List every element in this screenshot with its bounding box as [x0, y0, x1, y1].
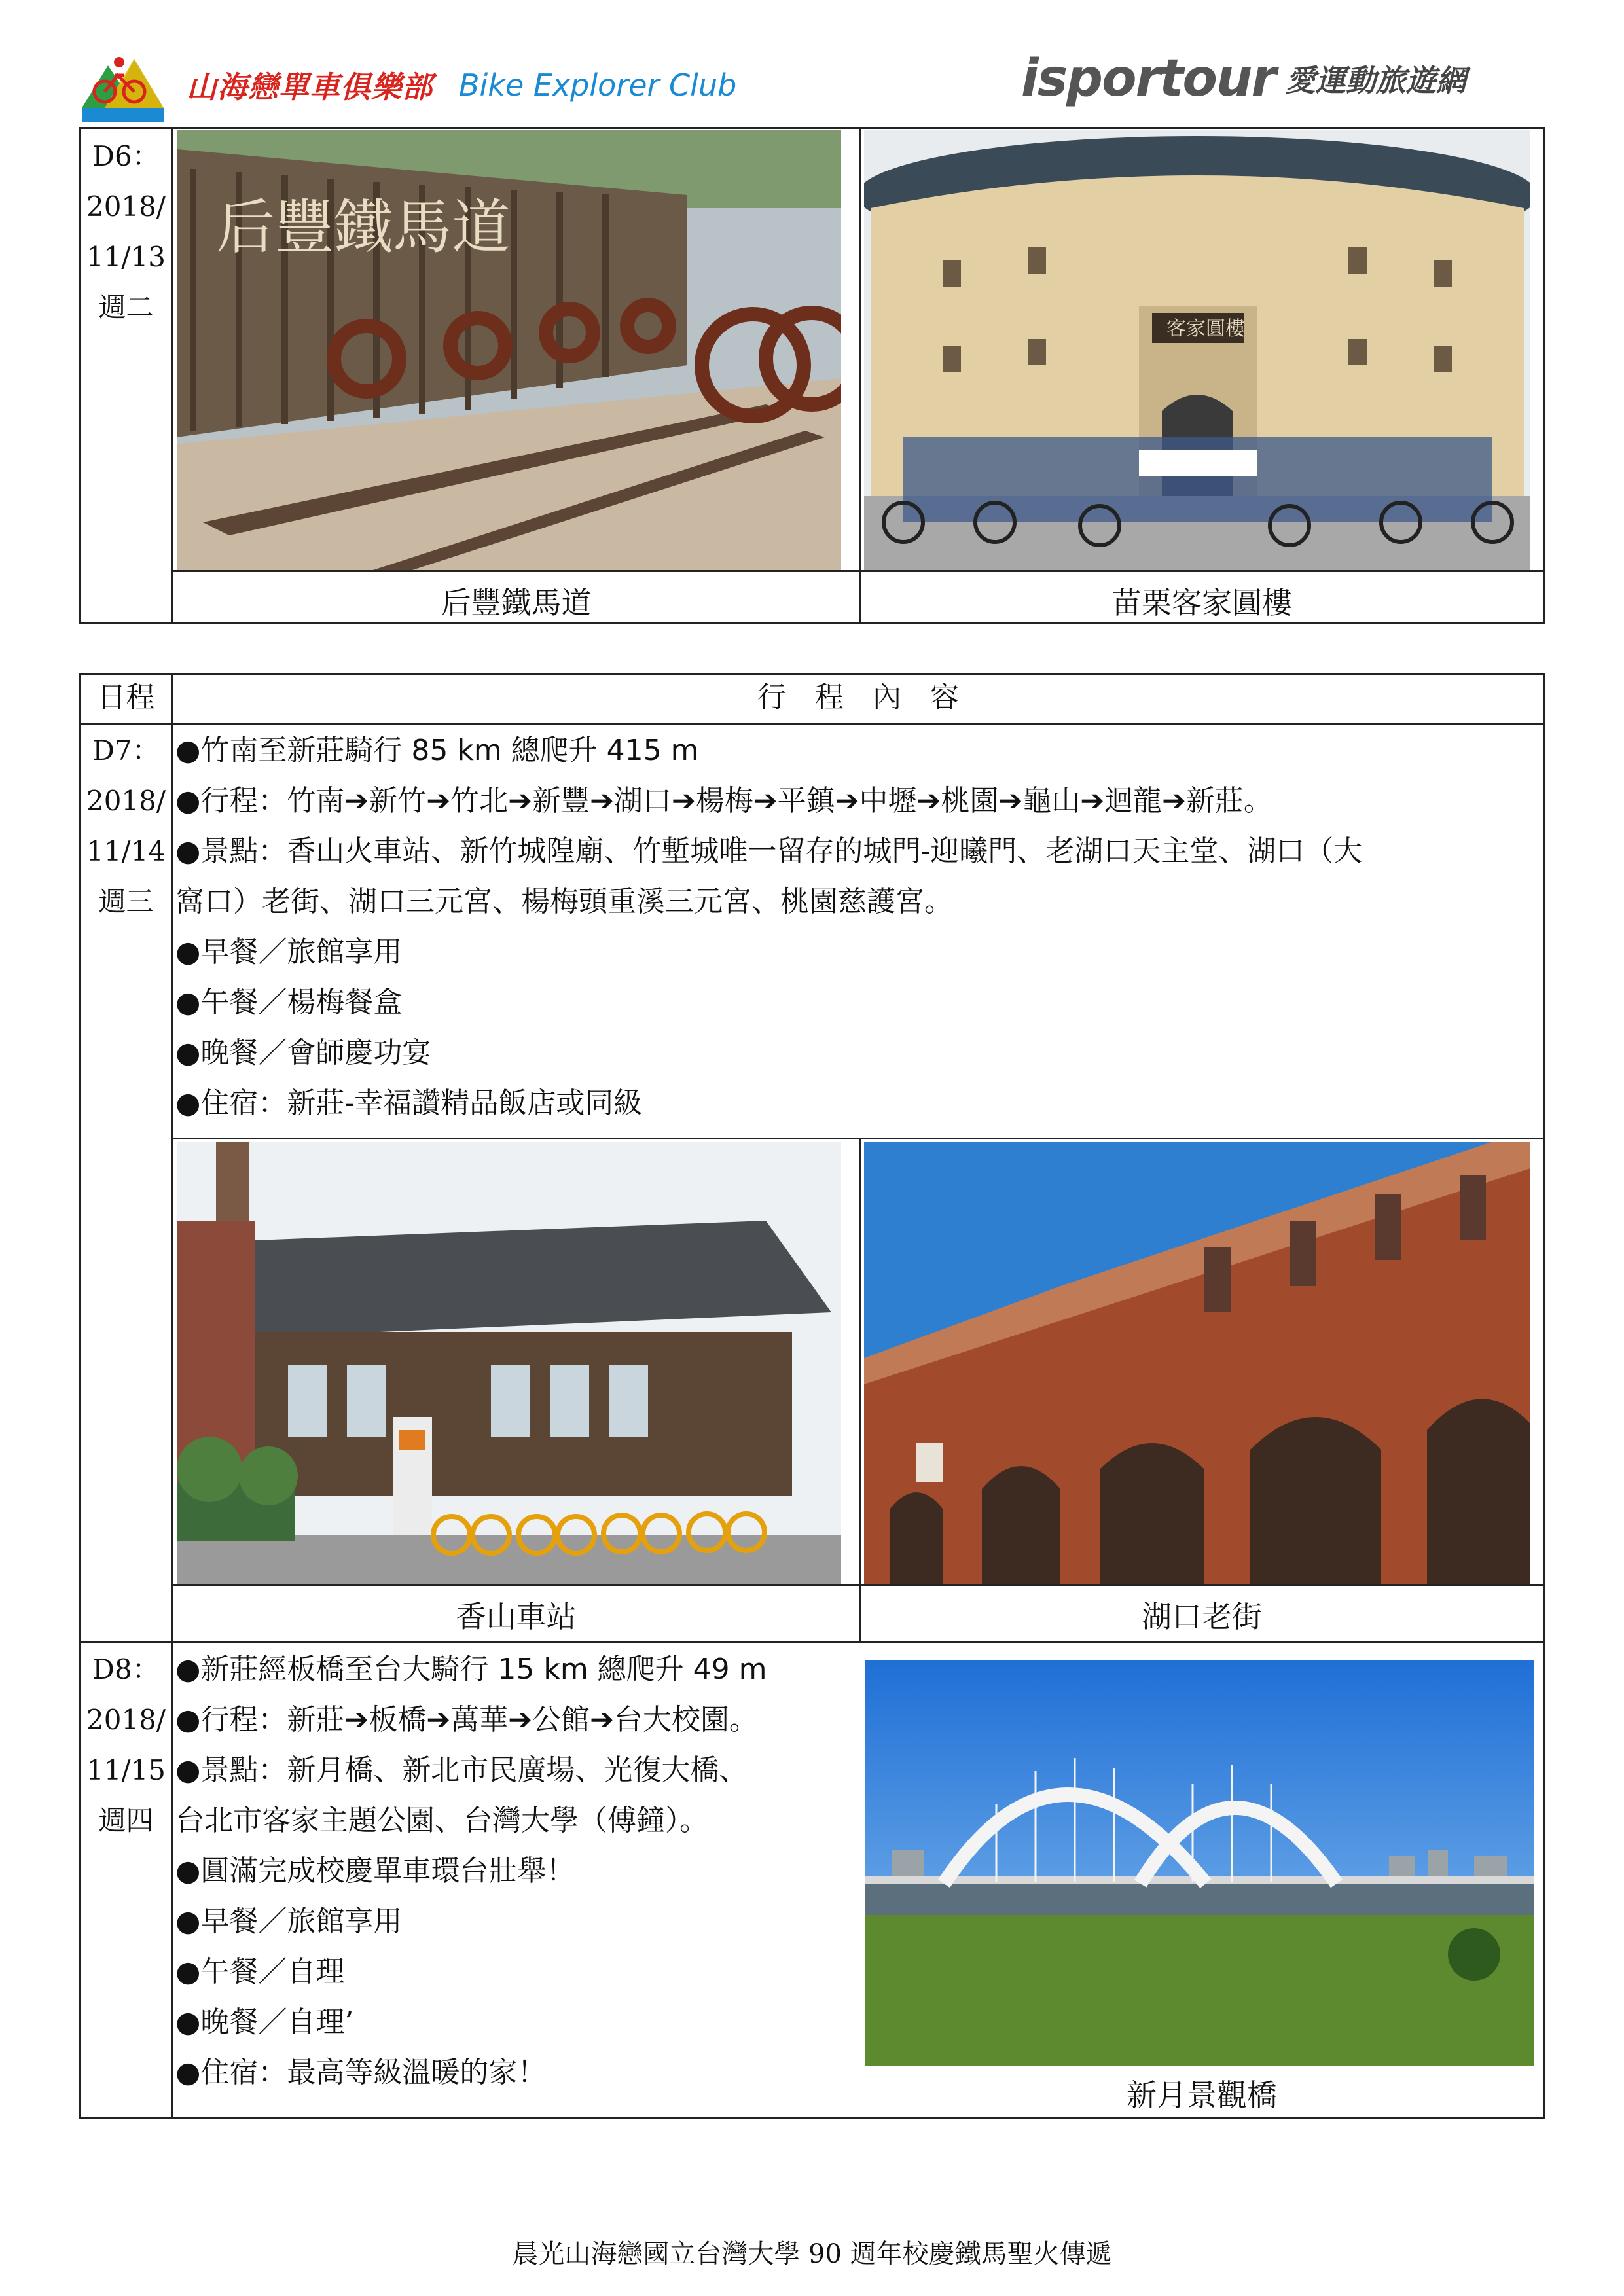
d6-photo-divider	[859, 127, 861, 624]
d8-itinerary	[175, 1644, 856, 2098]
partner-logo-cn: 愛運動旅遊網	[1285, 63, 1466, 98]
houfeng-caption: 后豐鐵馬道	[441, 585, 592, 620]
houfeng-bike-path-photo	[177, 130, 841, 570]
d7-day: D7：	[92, 734, 160, 766]
hakka-round-house-photo	[864, 130, 1530, 570]
d8-line-lodging: ●住宿：最高等級溫暖的家！	[175, 2056, 547, 2089]
d7-day-cell	[81, 725, 171, 927]
club-mountain-bike-logo	[79, 46, 167, 124]
d8-line-lunch: ●午餐／自理	[175, 1955, 345, 1988]
d7-year: 2018/	[86, 785, 166, 817]
d6-col-divider	[171, 127, 173, 624]
partner-logo-word: isportour	[1021, 49, 1275, 108]
club-name-en: Bike Explorer Club	[459, 67, 737, 103]
d7-weekday: 週三	[98, 886, 154, 918]
partner-logo	[1021, 39, 1466, 118]
d8-day: D8：	[92, 1653, 160, 1685]
xiangshan-caption: 香山車站	[456, 1599, 577, 1634]
d6-weekday: 週二	[98, 291, 154, 323]
d6-caption-divider	[171, 570, 1545, 572]
d8-weekday: 週四	[98, 1804, 154, 1837]
d6-date: 11/13	[86, 241, 166, 273]
d8-line-distance: ●新莊經板橋至台大騎行 15 km 總爬升 49 m	[175, 1653, 767, 1686]
d7-photo-top-divider	[171, 1138, 1545, 1139]
d8-day-cell	[81, 1644, 171, 1846]
d7-line-breakfast: ●早餐／旅館享用	[175, 935, 403, 969]
d8-line-breakfast: ●早餐／旅館享用	[175, 1905, 403, 1938]
crescent-bridge-caption: 新月景觀橋	[1127, 2077, 1277, 2113]
round-house-sign-text: 客家圓樓	[1166, 317, 1245, 340]
schedule-col1-header: 日程	[97, 681, 155, 714]
d7-line-sights-cont: 窩口）老街、湖口三元宮、楊梅頭重溪三元宮、桃園慈護宮。	[175, 885, 953, 918]
d7-line-sights: ●景點：香山火車站、新竹城隍廟、竹塹城唯一留存的城門-迎曦門、老湖口天主堂、湖口（大	[175, 834, 1363, 868]
xiangshan-station-photo	[177, 1142, 841, 1584]
schedule-header-divider	[79, 723, 1545, 725]
schedule-col2-header: 行 程 內 容	[757, 681, 959, 714]
d7-line-lodging: ●住宿：新莊-幸福讚精品飯店或同級	[175, 1086, 643, 1120]
d7-line-route: ●行程：竹南➔新竹➔竹北➔新豐➔湖口➔楊梅➔平鎮➔中壢➔桃園➔龜山➔迴龍➔新莊。	[175, 784, 1272, 817]
hukou-caption: 湖口老街	[1142, 1599, 1262, 1634]
d7-line-distance: ●竹南至新莊騎行 85 km 總爬升 415 m	[175, 734, 699, 767]
crescent-bridge-photo	[865, 1660, 1534, 2066]
d8-line-dinner: ●晚餐／自理’	[175, 2005, 354, 2039]
d8-year: 2018/	[86, 1704, 166, 1736]
d8-line-route: ●行程：新莊➔板橋➔萬華➔公館➔台大校園。	[175, 1703, 758, 1736]
d7-line-dinner: ●晚餐／會師慶功宴	[175, 1036, 431, 1069]
d7-line-lunch: ●午餐／楊梅餐盒	[175, 986, 403, 1019]
schedule-col-divider	[171, 673, 173, 2119]
d8-line-sights-cont: 台北市客家主題公園、台灣大學（傅鐘）。	[175, 1804, 708, 1837]
club-header	[79, 46, 736, 124]
d6-year: 2018/	[86, 190, 166, 223]
d8-line-finale: ●圓滿完成校慶單車環台壯舉！	[175, 1854, 575, 1888]
d6-day: D6：	[92, 140, 160, 172]
d7-d8-divider	[79, 1641, 1545, 1643]
d7-date: 11/14	[86, 835, 166, 867]
club-name-cn: 山海戀單車俱樂部	[187, 69, 433, 105]
hukou-old-street-photo	[864, 1142, 1530, 1584]
page-footer: 晨光山海戀國立台灣大學 90 週年校慶鐵馬聖火傳遞	[512, 2239, 1112, 2269]
d7-itinerary	[175, 725, 1540, 1128]
d8-line-sights: ●景點：新月橋、新北市民廣場、光復大橋、	[175, 1753, 748, 1787]
d6-day-cell	[81, 131, 171, 332]
d7-caption-divider	[171, 1584, 1545, 1586]
round-house-caption: 苗栗客家圓樓	[1111, 585, 1292, 620]
houfeng-sign-text: 后豐鐵馬道	[216, 193, 511, 262]
d7-photo-divider	[859, 1138, 861, 1641]
d8-date: 11/15	[86, 1754, 166, 1786]
